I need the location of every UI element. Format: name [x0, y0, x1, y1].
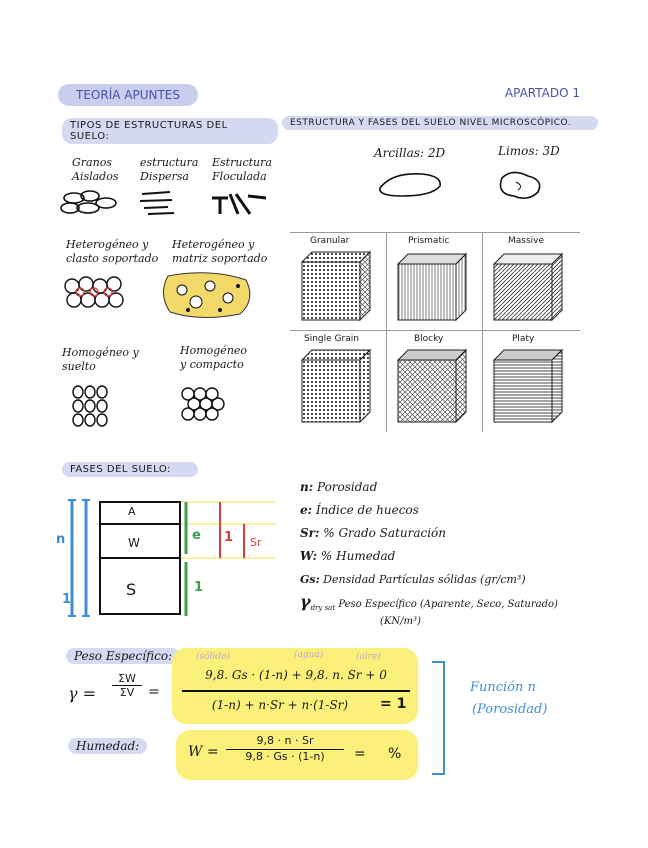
legend-row: n: Porosidad — [300, 480, 378, 494]
legend-row: $\gamma_{dry sat}$ Peso Específico (Aparente, Seco, Saturado) (KN/m³) — [300, 592, 558, 627]
limos-label: Limos: 3D — [498, 144, 560, 158]
matriz-sketch — [163, 273, 249, 318]
homog-sketches — [60, 384, 280, 432]
mix-homogeneo-suelto: Homogéneo y suelto — [62, 346, 139, 373]
fases-title: FASES DEL SUELO: — [62, 462, 198, 477]
prismatic-block — [398, 254, 466, 320]
e-label: e — [192, 528, 201, 543]
block-label: Blocky — [414, 334, 444, 344]
dispersa-sketch — [140, 192, 174, 214]
mix-homogeneo-compacto: Homogéneo y compacto — [180, 344, 248, 371]
massive-block — [494, 254, 562, 320]
tipo-granos: Granos Aislados — [72, 156, 119, 183]
compacto-sketch — [182, 388, 224, 420]
legend-row: Sr: % Grado Saturación — [300, 526, 446, 540]
function-note-1: Función n — [470, 680, 536, 695]
structures-grid — [290, 232, 580, 432]
function-bracket — [430, 660, 450, 776]
arcilla-sketch — [380, 174, 440, 196]
sr-label: Sr — [250, 536, 262, 549]
w-equals: = — [354, 746, 366, 762]
w-percent: % — [388, 746, 402, 762]
block-label: Massive — [508, 236, 545, 246]
annot-agua: (agua) — [294, 650, 324, 660]
annot-solido: (sólido) — [196, 652, 230, 662]
denom-result: = 1 — [380, 696, 407, 712]
block-label: Granular — [310, 236, 350, 246]
tipos-sketches — [60, 188, 280, 218]
header-left-pill: TEORÍA APUNTES — [58, 84, 198, 106]
platy-block — [494, 350, 562, 422]
legend-row: Gs: Densidad Partículas sólidas (gr/cm³) — [300, 573, 526, 586]
fraction-bar — [182, 690, 410, 692]
mix-heterogeneo-clasto: Heterogéneo y clasto soportado — [66, 238, 159, 265]
phase-s-label: S — [126, 580, 137, 599]
legend-row: W: % Humedad — [300, 549, 396, 563]
one-green-label: 1 — [194, 580, 204, 595]
gamma-symbol: γ = — [68, 684, 97, 703]
equals-sign: = — [148, 684, 160, 700]
mix-heterogeneo-matriz: Heterogéneo y matriz soportado — [172, 238, 268, 265]
peso-denominator: (1-n) + n·Sr + n·(1-Sr) — [211, 698, 349, 712]
clasto-sketch — [65, 277, 123, 307]
block-drawings — [290, 232, 580, 432]
tipo-dispersa: estructura Dispersa — [140, 156, 199, 183]
annot-aire: (aire) — [356, 652, 381, 662]
phase-w-label: W — [128, 536, 140, 550]
w-lhs: W = — [188, 744, 219, 760]
particle-sketches — [372, 166, 572, 206]
humedad-label: Humedad: — [68, 738, 147, 754]
granular-block — [302, 252, 370, 320]
tipos-title: TIPOS DE ESTRUCTURAS DEL SUELO: — [62, 118, 278, 144]
suelto-sketch — [73, 386, 107, 426]
block-label: Prismatic — [408, 236, 450, 246]
one-blue-label: 1 — [62, 592, 72, 607]
tipo-floculada: Estructura Floculada — [212, 156, 272, 183]
fases-legend — [300, 476, 600, 629]
function-note-2: (Porosidad) — [472, 702, 548, 717]
granos-sketch — [61, 191, 116, 213]
mix-sketches — [60, 272, 280, 320]
sum-fraction: ΣW ΣV — [112, 672, 142, 699]
block-label: Single Grain — [304, 334, 359, 344]
block-label: Platy — [512, 334, 535, 344]
n-label: n — [56, 532, 66, 547]
blocky-block — [398, 350, 466, 422]
header-right-label: APARTADO 1 — [504, 86, 580, 100]
one-red-label: 1 — [224, 530, 234, 545]
peso-especifico-label: Peso Específico: — [66, 648, 180, 664]
single-grain-block — [302, 350, 370, 422]
floculada-sketch — [212, 194, 266, 214]
peso-numerator: 9,8. Gs · (1-n) + 9,8. n. Sr + 0 — [205, 668, 387, 682]
arcillas-label: Arcillas: 2D — [374, 146, 446, 160]
estructura-title: ESTRUCTURA Y FASES DEL SUELO NIVEL MICROSCÓPICO. — [282, 116, 598, 130]
phase-a-label: A — [128, 505, 136, 518]
fases-diagram — [50, 496, 280, 622]
humedad-fraction: 9,8 · n · Sr 9,8 · Gs · (1-n) — [226, 734, 344, 763]
legend-row: e: Índice de huecos — [300, 503, 419, 517]
